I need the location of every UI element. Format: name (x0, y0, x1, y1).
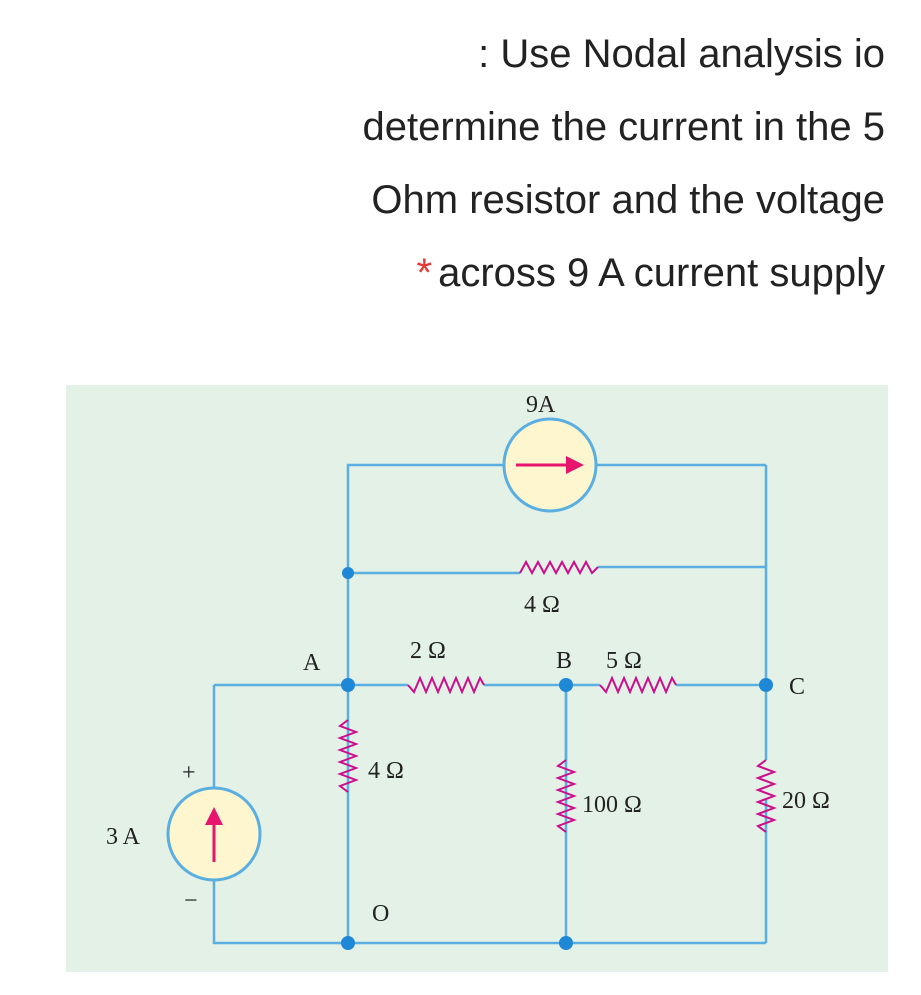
label-c: C (789, 674, 806, 700)
source-9a (504, 419, 596, 511)
label-4ohm-top: 4 Ω (524, 592, 560, 618)
label-4ohm-vertical: 4 Ω (368, 758, 404, 784)
node-a (341, 678, 355, 692)
asterisk: * (416, 251, 433, 295)
label-o: O (372, 901, 390, 927)
node-top-junction (342, 567, 354, 579)
node-b (559, 678, 573, 692)
question-line-2: determine the current in the 5 (362, 105, 885, 149)
label-100ohm: 100 Ω (582, 792, 642, 818)
question-line-1: : Use Nodal analysis io (478, 32, 885, 76)
label-b: B (556, 648, 573, 674)
label-3a: 3 A (106, 824, 141, 850)
label-minus: − (184, 888, 198, 914)
label-5ohm: 5 Ω (606, 648, 642, 674)
node-bottom-right (559, 936, 573, 950)
label-9a: 9A (526, 392, 556, 418)
node-o (341, 936, 355, 950)
node-c (759, 678, 773, 692)
question-line-3: Ohm resistor and the voltage (371, 178, 885, 222)
label-plus: + (182, 760, 196, 786)
label-2ohm: 2 Ω (410, 638, 446, 664)
question-line-4-text: across 9 A current supply (438, 251, 885, 295)
source-3a (168, 788, 260, 880)
label-20ohm: 20 Ω (782, 788, 830, 814)
label-a: A (303, 650, 321, 676)
